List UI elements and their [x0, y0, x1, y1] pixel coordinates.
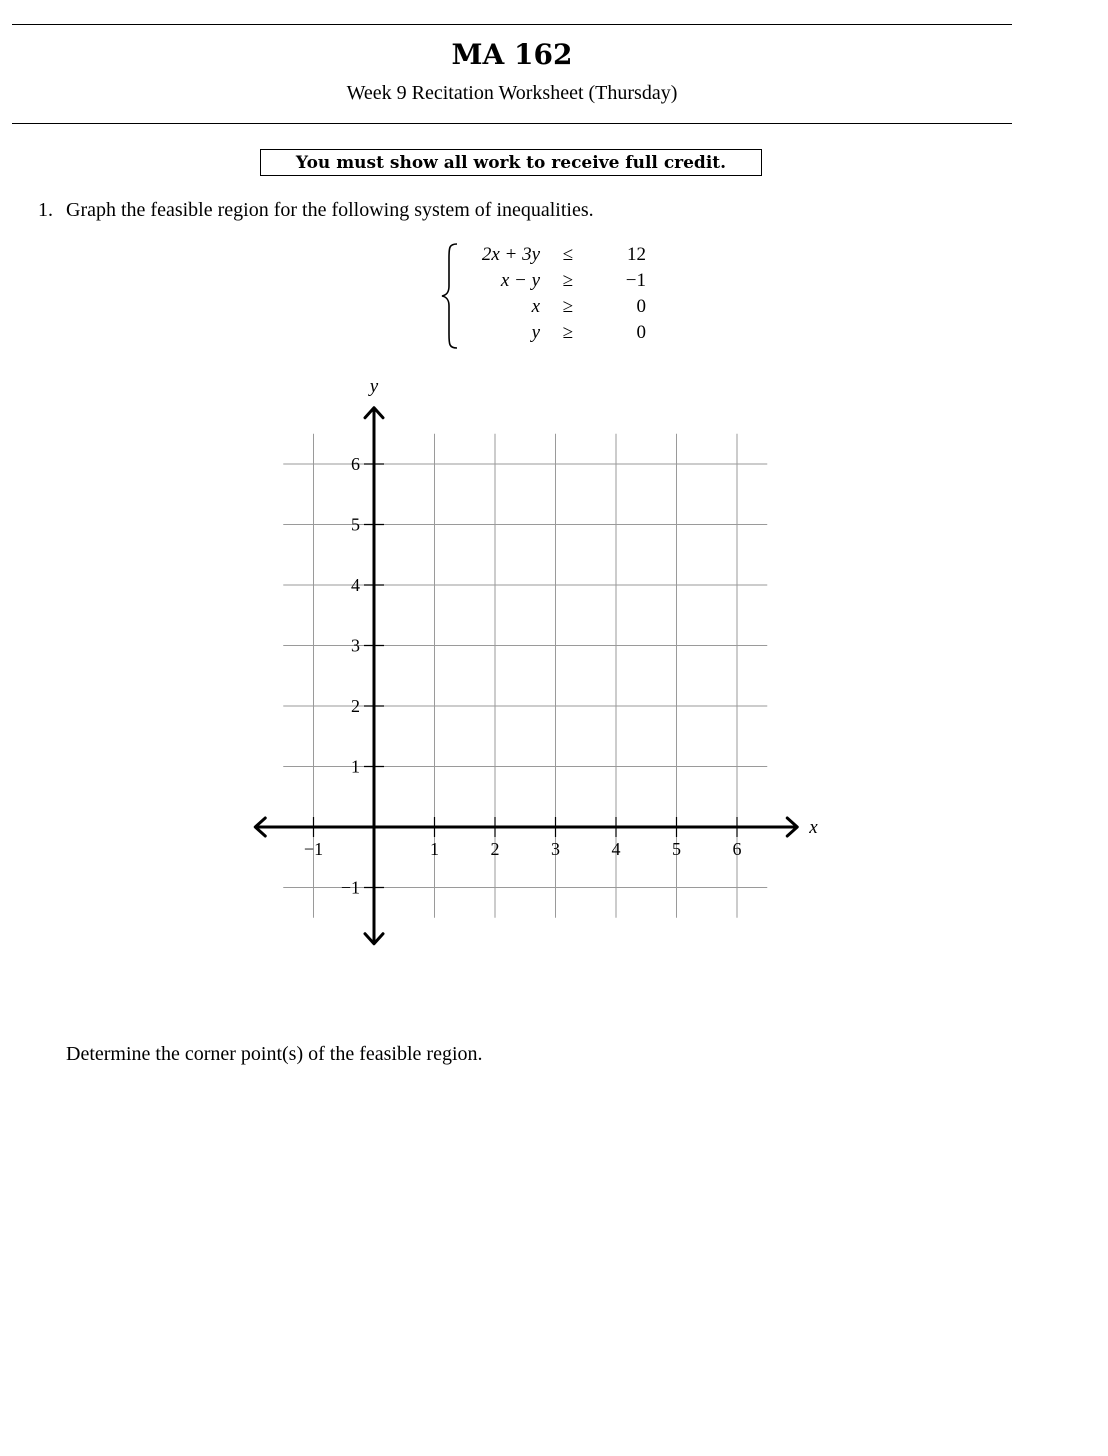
- y-tick-label: 1: [351, 756, 360, 777]
- y-tick-label: 5: [351, 514, 360, 535]
- tick-labels: [304, 376, 818, 898]
- y-tick-label: 3: [351, 635, 360, 656]
- y-axis-label: y: [369, 375, 379, 397]
- inequality-relation: ≥: [562, 270, 574, 291]
- course-title: MA 162: [451, 38, 573, 71]
- inequality-rhs: 0: [636, 296, 646, 317]
- x-tick-label: 3: [551, 839, 560, 859]
- y-tick-label: 4: [351, 575, 360, 595]
- x-tick-label: 6: [732, 839, 742, 859]
- x-tick-label: 2: [490, 839, 500, 859]
- x-axis-label: x: [809, 817, 818, 838]
- inequality-lhs: 2x + 3y: [481, 244, 540, 265]
- x-tick-label: 1: [430, 839, 439, 859]
- inequality-rhs: −1: [625, 270, 646, 291]
- grid: [283, 434, 767, 918]
- inequality-lhs: y: [531, 322, 540, 343]
- followup-prompt: Determine the corner point(s) of the feasible region.: [66, 1043, 483, 1065]
- inequality-rhs: 0: [636, 322, 646, 343]
- x-tick-label: 5: [672, 839, 681, 859]
- inequality-rhs: 12: [627, 244, 646, 265]
- inequality-lhs: x − y: [500, 270, 540, 291]
- ticks: [314, 464, 738, 888]
- x-tick-label: 4: [611, 839, 621, 859]
- y-tick-label: −1: [340, 877, 360, 898]
- inequality-relation: ≤: [562, 244, 574, 265]
- question-prompt: Graph the feasible region for the following system of inequalities.: [66, 199, 594, 221]
- y-tick-label: 2: [351, 696, 360, 716]
- inequality-lhs: x: [531, 296, 540, 317]
- axes: [255, 408, 797, 944]
- inequality-relation: ≥: [562, 296, 574, 317]
- show-work-notice: You must show all work to receive full credit.: [260, 149, 762, 176]
- x-tick-label: −1: [303, 839, 324, 859]
- y-tick-label: 6: [351, 454, 360, 474]
- inequality-relation: ≥: [562, 322, 574, 343]
- question-number: 1.: [38, 199, 53, 221]
- worksheet-subtitle: Week 9 Recitation Worksheet (Thursday): [346, 82, 678, 104]
